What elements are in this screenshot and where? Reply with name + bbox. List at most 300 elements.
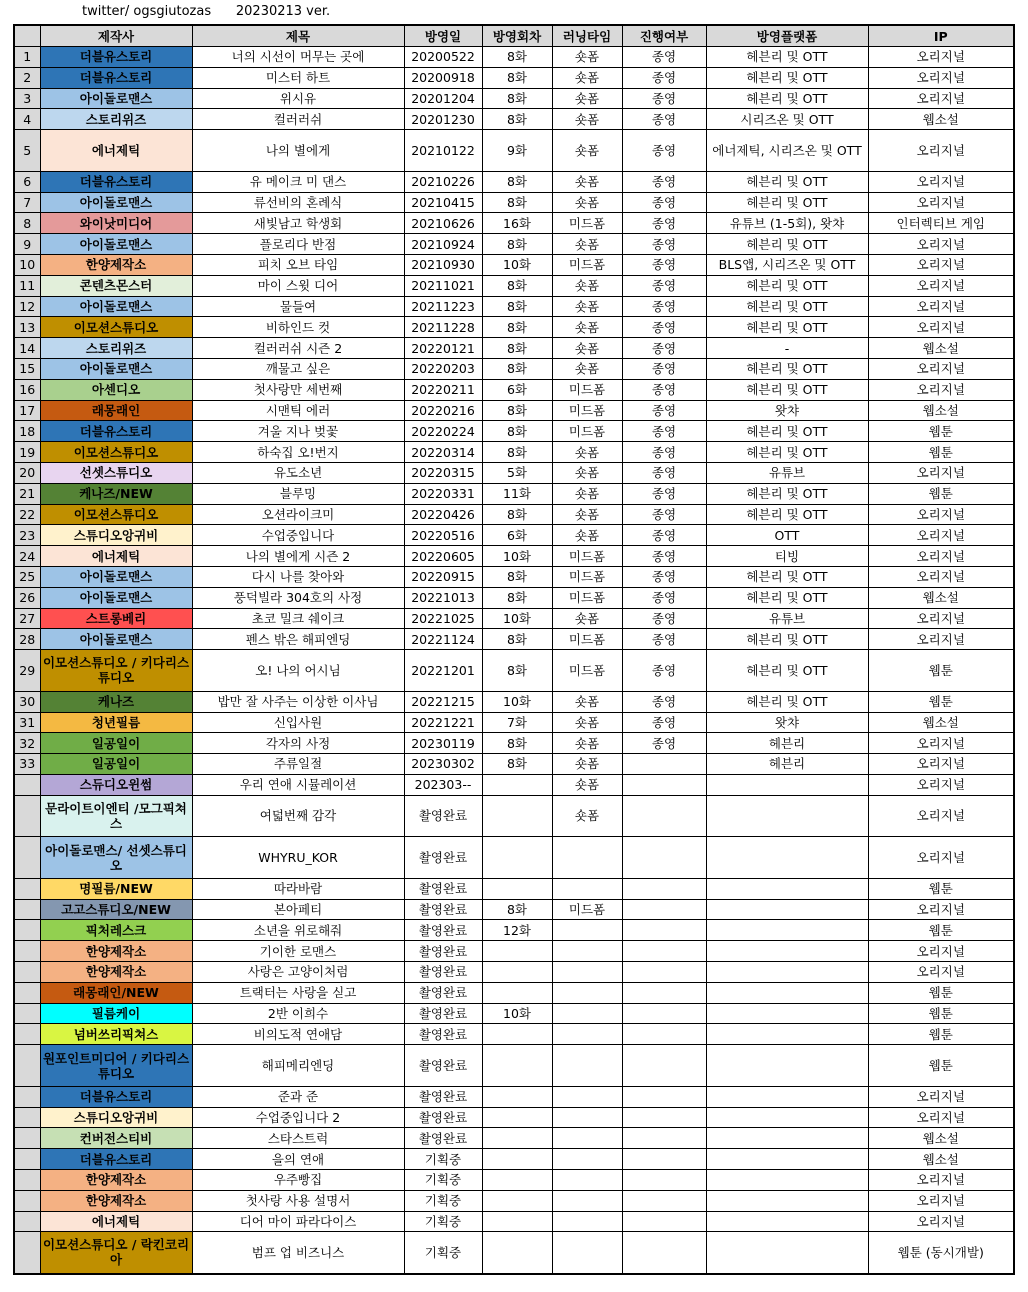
header-cell-title: 제목	[192, 25, 404, 47]
cell-episodes	[482, 982, 552, 1003]
cell-runtime: 숏폼	[552, 712, 622, 733]
cell-ip: 웹툰	[868, 1003, 1014, 1024]
cell-platform: 헤븐리 및 OTT	[706, 421, 868, 442]
cell-ip: 오리지널	[868, 629, 1014, 650]
cell-platform: 헤븐리 및 OTT	[706, 296, 868, 317]
cell-date: 기획중	[404, 1190, 482, 1211]
cell-producer: 더블유스토리	[40, 421, 192, 442]
cell-runtime: 숏폼	[552, 171, 622, 192]
cell-episodes: 7화	[482, 712, 552, 733]
cell-date: 20220216	[404, 400, 482, 421]
cell-date: 촬영완료	[404, 1128, 482, 1149]
cell-episodes: 5화	[482, 462, 552, 483]
cell-producer: 일공일이	[40, 733, 192, 754]
cell-no: 21	[14, 483, 40, 504]
cell-status: 종영	[622, 462, 706, 483]
cell-producer: 선셋스튜디오	[40, 462, 192, 483]
cell-date: 촬영완료	[404, 1045, 482, 1087]
cell-status: 종영	[622, 629, 706, 650]
cell-status: 종영	[622, 442, 706, 463]
cell-title: 류선비의 혼례식	[192, 192, 404, 213]
header-cell-status: 진행여부	[622, 25, 706, 47]
cell-ip: 오리지널	[868, 962, 1014, 983]
cell-platform: 헤븐리 및 OTT	[706, 587, 868, 608]
cell-episodes: 8화	[482, 296, 552, 317]
cell-runtime: 숏폼	[552, 47, 622, 68]
cell-title: 미스터 하트	[192, 67, 404, 88]
cell-no: 14	[14, 338, 40, 359]
cell-ip: 웹소설	[868, 587, 1014, 608]
table-row	[14, 733, 1014, 754]
cell-status: 종영	[622, 88, 706, 109]
cell-producer: 넘버쓰리픽쳐스	[40, 1024, 192, 1045]
cell-runtime: 숏폼	[552, 234, 622, 255]
cell-platform	[706, 920, 868, 941]
cell-producer: 콘텐츠몬스터	[40, 275, 192, 296]
cell-platform: 티빙	[706, 546, 868, 567]
cell-title: 마이 스윗 디어	[192, 275, 404, 296]
cell-title: 2반 이희수	[192, 1003, 404, 1024]
cell-ip: 오리지널	[868, 546, 1014, 567]
cell-episodes: 8화	[482, 234, 552, 255]
cell-platform	[706, 1024, 868, 1045]
cell-runtime: 숏폼	[552, 275, 622, 296]
cell-date: 20220211	[404, 379, 482, 400]
cell-no	[14, 795, 40, 837]
cell-status: 종영	[622, 400, 706, 421]
table-row	[14, 982, 1014, 1003]
cell-date: 20211021	[404, 275, 482, 296]
cell-no: 25	[14, 566, 40, 587]
cell-runtime	[552, 941, 622, 962]
cell-status: 종영	[622, 421, 706, 442]
cell-platform: 헤븐리	[706, 754, 868, 775]
cell-title: 하숙집 오!번지	[192, 442, 404, 463]
cell-episodes: 8화	[482, 421, 552, 442]
cell-episodes	[482, 1107, 552, 1128]
table-row	[14, 1190, 1014, 1211]
cell-episodes: 16화	[482, 213, 552, 234]
table-row	[14, 899, 1014, 920]
cell-runtime: 숏폼	[552, 130, 622, 172]
cell-episodes: 8화	[482, 733, 552, 754]
table-row	[14, 192, 1014, 213]
cell-ip: 오리지널	[868, 1211, 1014, 1232]
cell-runtime	[552, 982, 622, 1003]
cell-no: 1	[14, 47, 40, 68]
cell-no	[14, 878, 40, 899]
cell-producer: 스듀디오윈썸	[40, 774, 192, 795]
cell-no: 26	[14, 587, 40, 608]
cell-ip: 오리지널	[868, 774, 1014, 795]
cell-title: 첫사랑 사용 설명서	[192, 1190, 404, 1211]
cell-date: 촬영완료	[404, 1107, 482, 1128]
cell-no	[14, 1128, 40, 1149]
cell-status: 종영	[622, 546, 706, 567]
cell-runtime: 미드폼	[552, 566, 622, 587]
cell-platform	[706, 1086, 868, 1107]
cell-status	[622, 878, 706, 899]
cell-title: 풍덕빌라 304호의 사정	[192, 587, 404, 608]
cell-producer: 컨버전스티비	[40, 1128, 192, 1149]
cell-episodes: 8화	[482, 67, 552, 88]
table-row	[14, 774, 1014, 795]
cell-platform	[706, 837, 868, 879]
cell-no: 23	[14, 525, 40, 546]
cell-runtime: 미드폼	[552, 379, 622, 400]
cell-title: 주류일절	[192, 754, 404, 775]
cell-episodes: 8화	[482, 109, 552, 130]
cell-runtime: 숏폼	[552, 317, 622, 338]
cell-date: 20220121	[404, 338, 482, 359]
cell-episodes	[482, 1045, 552, 1087]
cell-runtime	[552, 1211, 622, 1232]
cell-ip: 웹툰 (동시개발)	[868, 1232, 1014, 1274]
cell-producer: 이모션스튜디오 / 키다리스튜디오	[40, 650, 192, 692]
cell-title: 오! 나의 어시님	[192, 650, 404, 692]
cell-date: 20210930	[404, 254, 482, 275]
cell-platform: 시리즈온 및 OTT	[706, 109, 868, 130]
cell-ip: 웹소설	[868, 109, 1014, 130]
table-row	[14, 587, 1014, 608]
cell-status: 종영	[622, 275, 706, 296]
cell-runtime: 숏폼	[552, 733, 622, 754]
cell-producer: 한양제작소	[40, 962, 192, 983]
cell-platform: 헤븐리 및 OTT	[706, 192, 868, 213]
cell-episodes	[482, 795, 552, 837]
cell-episodes	[482, 1086, 552, 1107]
cell-no: 18	[14, 421, 40, 442]
cell-runtime	[552, 837, 622, 879]
table-row	[14, 1128, 1014, 1149]
cell-producer: 더블유스토리	[40, 171, 192, 192]
cell-producer: 아이돌로맨스	[40, 296, 192, 317]
cell-producer: 아이돌로맨스	[40, 88, 192, 109]
cell-status: 종영	[622, 483, 706, 504]
cell-platform	[706, 1149, 868, 1170]
cell-date: 20221221	[404, 712, 482, 733]
cell-platform	[706, 1003, 868, 1024]
cell-date: 20221215	[404, 691, 482, 712]
cell-no	[14, 1086, 40, 1107]
cell-status	[622, 899, 706, 920]
cell-ip: 웹툰	[868, 1024, 1014, 1045]
cell-no: 3	[14, 88, 40, 109]
table-body	[14, 47, 1014, 1274]
cell-episodes	[482, 837, 552, 879]
cell-no	[14, 1024, 40, 1045]
cell-episodes: 8화	[482, 442, 552, 463]
cell-platform: 헤븐리 및 OTT	[706, 171, 868, 192]
cell-platform	[706, 899, 868, 920]
cell-title: 깨물고 싶은	[192, 358, 404, 379]
cell-producer: 이모션스튜디오	[40, 442, 192, 463]
cell-platform: 유튜브	[706, 462, 868, 483]
cell-date: 20211228	[404, 317, 482, 338]
cell-status	[622, 941, 706, 962]
cell-title: 준과 준	[192, 1086, 404, 1107]
cell-ip: 오리지널	[868, 837, 1014, 879]
cell-status: 종영	[622, 171, 706, 192]
cell-date: 20210415	[404, 192, 482, 213]
cell-ip: 오리지널	[868, 358, 1014, 379]
cell-title: 디어 마이 파라다이스	[192, 1211, 404, 1232]
cell-producer: 고고스튜디오/NEW	[40, 899, 192, 920]
cell-episodes	[482, 962, 552, 983]
cell-no: 19	[14, 442, 40, 463]
cell-no	[14, 1045, 40, 1087]
cell-date: 20210626	[404, 213, 482, 234]
cell-ip: 오리지널	[868, 234, 1014, 255]
cell-status: 종영	[622, 67, 706, 88]
table-row	[14, 1232, 1014, 1274]
cell-producer: 케나즈/NEW	[40, 483, 192, 504]
cell-status: 종영	[622, 650, 706, 692]
cell-date: 20230302	[404, 754, 482, 775]
table-row	[14, 400, 1014, 421]
cell-no: 5	[14, 130, 40, 172]
header-cell-runtime: 러닝타임	[552, 25, 622, 47]
cell-platform	[706, 774, 868, 795]
cell-title: 겨울 지나 벚꽃	[192, 421, 404, 442]
cell-episodes: 10화	[482, 1003, 552, 1024]
cell-status	[622, 1024, 706, 1045]
cell-title: 본아페티	[192, 899, 404, 920]
cell-no	[14, 1107, 40, 1128]
cell-title: 오션라이크미	[192, 504, 404, 525]
cell-episodes: 8화	[482, 338, 552, 359]
table-row	[14, 88, 1014, 109]
table-row	[14, 1003, 1014, 1024]
cell-title: 새빛남고 학생회	[192, 213, 404, 234]
cell-date: 촬영완료	[404, 941, 482, 962]
cell-platform: 헤븐리 및 OTT	[706, 234, 868, 255]
cell-ip: 웹소설	[868, 338, 1014, 359]
table-row	[14, 629, 1014, 650]
table-row	[14, 712, 1014, 733]
cell-producer: 명필름/NEW	[40, 878, 192, 899]
cell-no: 13	[14, 317, 40, 338]
cell-status	[622, 920, 706, 941]
cell-title: 컬러러쉬	[192, 109, 404, 130]
cell-title: 블루밍	[192, 483, 404, 504]
cell-status	[622, 1170, 706, 1191]
cell-date: 촬영완료	[404, 1086, 482, 1107]
cell-episodes: 8화	[482, 566, 552, 587]
cell-platform: 헤븐리 및 OTT	[706, 650, 868, 692]
cell-producer: 래몽래인	[40, 400, 192, 421]
cell-runtime	[552, 878, 622, 899]
cell-platform	[706, 1190, 868, 1211]
cell-title: 위시유	[192, 88, 404, 109]
cell-ip: 웹툰	[868, 421, 1014, 442]
cell-date: 20200522	[404, 47, 482, 68]
cell-episodes	[482, 1128, 552, 1149]
cell-title: 유 메이크 미 댄스	[192, 171, 404, 192]
cell-platform: 헤븐리 및 OTT	[706, 504, 868, 525]
cell-episodes	[482, 1190, 552, 1211]
cell-status: 종영	[622, 47, 706, 68]
cell-status: 종영	[622, 109, 706, 130]
cell-ip: 오리지널	[868, 1086, 1014, 1107]
cell-producer: 한양제작소	[40, 941, 192, 962]
cell-producer: 래몽래인/NEW	[40, 982, 192, 1003]
cell-title: 기이한 로맨스	[192, 941, 404, 962]
cell-date: 기획중	[404, 1149, 482, 1170]
cell-episodes	[482, 1170, 552, 1191]
cell-runtime: 숏폼	[552, 88, 622, 109]
cell-status: 종영	[622, 213, 706, 234]
cell-title: 소년을 위로해줘	[192, 920, 404, 941]
cell-episodes: 9화	[482, 130, 552, 172]
cell-producer: 이모션스튜디오	[40, 317, 192, 338]
table-row	[14, 379, 1014, 400]
cell-ip: 오리지널	[868, 296, 1014, 317]
cell-no: 9	[14, 234, 40, 255]
table-row	[14, 754, 1014, 775]
cell-status: 종영	[622, 338, 706, 359]
cell-ip: 오리지널	[868, 67, 1014, 88]
cell-episodes: 8화	[482, 899, 552, 920]
cell-title: 우리 연애 시뮬레이션	[192, 774, 404, 795]
cell-platform: 왓챠	[706, 712, 868, 733]
cell-platform	[706, 878, 868, 899]
cell-title: 펜스 밖은 해피엔딩	[192, 629, 404, 650]
cell-ip: 오리지널	[868, 525, 1014, 546]
cell-no: 15	[14, 358, 40, 379]
cell-runtime: 미드폼	[552, 629, 622, 650]
cell-runtime	[552, 1024, 622, 1045]
cell-episodes: 8화	[482, 587, 552, 608]
cell-no: 22	[14, 504, 40, 525]
cell-producer: 스트롱베리	[40, 608, 192, 629]
header-cell-episodes: 방영회차	[482, 25, 552, 47]
table-row	[14, 296, 1014, 317]
cell-episodes: 8화	[482, 358, 552, 379]
cell-title: 사랑은 고양이처럼	[192, 962, 404, 983]
cell-title: 나의 별에게	[192, 130, 404, 172]
cell-episodes: 8화	[482, 400, 552, 421]
cell-no: 30	[14, 691, 40, 712]
cell-no: 31	[14, 712, 40, 733]
cell-no: 8	[14, 213, 40, 234]
cell-ip: 웹툰	[868, 483, 1014, 504]
cell-episodes	[482, 1232, 552, 1274]
cell-status	[622, 1045, 706, 1087]
cell-platform	[706, 1170, 868, 1191]
cell-platform: 왓챠	[706, 400, 868, 421]
cell-episodes: 11화	[482, 483, 552, 504]
cell-title: 범프 업 비즈니스	[192, 1232, 404, 1274]
cell-runtime: 숏폼	[552, 296, 622, 317]
table-row	[14, 525, 1014, 546]
cell-platform	[706, 1128, 868, 1149]
cell-platform: 헤븐리 및 OTT	[706, 379, 868, 400]
table-row	[14, 1149, 1014, 1170]
cell-status	[622, 1211, 706, 1232]
cell-date: 20220315	[404, 462, 482, 483]
table-row	[14, 421, 1014, 442]
table-row	[14, 442, 1014, 463]
cell-no: 16	[14, 379, 40, 400]
cell-title: 플로리다 반점	[192, 234, 404, 255]
table-row	[14, 608, 1014, 629]
cell-date: 20200918	[404, 67, 482, 88]
cell-status	[622, 774, 706, 795]
cell-platform: 유튜브	[706, 608, 868, 629]
cell-episodes: 10화	[482, 254, 552, 275]
cell-no: 33	[14, 754, 40, 775]
cell-date: 20220224	[404, 421, 482, 442]
cell-ip: 오리지널	[868, 899, 1014, 920]
cell-status: 종영	[622, 234, 706, 255]
cell-date: 촬영완료	[404, 1003, 482, 1024]
cell-title: WHYRU_KOR	[192, 837, 404, 879]
table-row	[14, 234, 1014, 255]
cell-producer: 더블유스토리	[40, 67, 192, 88]
cell-ip: 오리지널	[868, 566, 1014, 587]
cell-episodes: 8화	[482, 504, 552, 525]
table-row	[14, 795, 1014, 837]
cell-platform: 헤븐리 및 OTT	[706, 629, 868, 650]
table-row	[14, 504, 1014, 525]
cell-runtime	[552, 1086, 622, 1107]
cell-no	[14, 1170, 40, 1191]
cell-date: 20221013	[404, 587, 482, 608]
cell-status: 종영	[622, 566, 706, 587]
table-row	[14, 1107, 1014, 1128]
version-caption: twitter/ ogsgiutozas 20230213 ver.	[82, 4, 331, 19]
cell-status: 종영	[622, 130, 706, 172]
table-row	[14, 1024, 1014, 1045]
cell-platform	[706, 795, 868, 837]
cell-runtime: 숏폼	[552, 462, 622, 483]
cell-producer: 스토리위즈	[40, 109, 192, 130]
cell-runtime: 숏폼	[552, 109, 622, 130]
cell-date: 촬영완료	[404, 795, 482, 837]
cell-ip: 오리지널	[868, 379, 1014, 400]
cell-title: 우주빵집	[192, 1170, 404, 1191]
cell-platform	[706, 1107, 868, 1128]
cell-ip: 웹소설	[868, 1128, 1014, 1149]
cell-producer: 아센디오	[40, 379, 192, 400]
cell-status	[622, 1128, 706, 1149]
cell-producer: 문라이트이엔티 /모그픽쳐스	[40, 795, 192, 837]
cell-runtime: 미드폼	[552, 254, 622, 275]
cell-ip: 오리지널	[868, 733, 1014, 754]
cell-date: 촬영완료	[404, 982, 482, 1003]
table-row	[14, 962, 1014, 983]
cell-status	[622, 1190, 706, 1211]
cell-status: 종영	[622, 504, 706, 525]
cell-runtime: 숏폼	[552, 504, 622, 525]
cell-ip: 웹툰	[868, 982, 1014, 1003]
cell-platform: 헤븐리 및 OTT	[706, 691, 868, 712]
cell-runtime: 미드폼	[552, 421, 622, 442]
cell-runtime	[552, 920, 622, 941]
cell-status: 종영	[622, 192, 706, 213]
cell-date: 20220203	[404, 358, 482, 379]
cell-runtime	[552, 1045, 622, 1087]
cell-ip: 웹툰	[868, 878, 1014, 899]
cell-runtime: 숏폼	[552, 774, 622, 795]
cell-runtime: 숏폼	[552, 358, 622, 379]
cell-producer: 와이낫미디어	[40, 213, 192, 234]
cell-ip: 오리지널	[868, 941, 1014, 962]
cell-ip: 오리지널	[868, 504, 1014, 525]
cell-ip: 오리지널	[868, 608, 1014, 629]
cell-producer: 한양제작소	[40, 254, 192, 275]
